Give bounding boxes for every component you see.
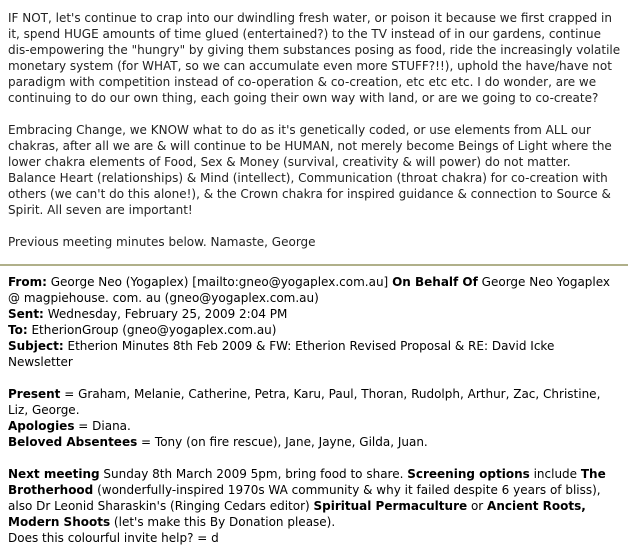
next-meeting-value: Sunday 8th March 2009 5pm, bring food to share. xyxy=(99,467,408,481)
from-label: From: xyxy=(8,275,47,289)
next-meeting-label: Next meeting xyxy=(8,467,100,481)
invite-line: Does this colourful invite help? = d xyxy=(8,531,219,545)
sent-line xyxy=(8,306,622,322)
from-value: George Neo (Yogaplex) [mailto:gneo@yogaplex.com.au] xyxy=(50,275,389,289)
present-line xyxy=(8,386,622,418)
next-meeting xyxy=(8,466,622,546)
next-meeting-paragraph xyxy=(8,467,606,529)
screening-label: Screening options xyxy=(407,467,530,481)
film-ancient-roots: Ancient Roots, Modern Shoots xyxy=(8,499,586,529)
message-paragraph-1: IF NOT, let's continue to crap into our dwindling fresh water, or poison it because we first crapped in it, spend HUGE amounts of time glued (entertained?) to the TV instead of in our gardens, continue dis-empowering the "hungry" by giving them substances posing as food, ride the increasingly volatile monetary system (for WHAT, so we can accumulate even more STUFF?!!), uphold the have/have not paradigm with competition instead of co-operation & co-creation, etc etc etc. I do wonder, are we continuing to do our own thing, each going their own way with land, or are we going to co-create? xyxy=(8,11,621,105)
message-paragraph-2: Embracing Change, we KNOW what to do as it's genetically coded, or use elements from ALL our chakras, after all we are & will continue to be HUMAN, not merely become Beings of Light where the lower chakra elements of Food, Sex & Money (survival, creativity & will power) do not matter. Balance Heart (relationships) & Mind (intellect), Communication (throat chakra) for co-creation with others (we can't do this alone!), & the Crown chakra for inspired guidance & connection to Source & Spirit. All seven are important! xyxy=(8,123,612,217)
sent-label: Sent: xyxy=(8,307,44,321)
film-the-brotherhood: The Brotherhood xyxy=(8,467,606,497)
on-behalf-label: On Behalf Of xyxy=(392,275,478,289)
subject-label: Subject: xyxy=(8,339,64,353)
absentees-line xyxy=(8,434,622,450)
subject-line xyxy=(8,338,622,370)
to-label: To: xyxy=(8,323,28,337)
on-behalf-value: George Neo Yogaplex @ magpiehouse. com. au (gneo@yogaplex.com.au) xyxy=(8,275,611,305)
divider xyxy=(0,264,628,266)
to-value: EtherionGroup (gneo@yogaplex.com.au) xyxy=(31,323,277,337)
from-line xyxy=(8,274,622,306)
present-label: Present xyxy=(8,387,61,401)
screening-text: include xyxy=(529,467,581,481)
film-spiritual-permaculture: Spiritual Permaculture xyxy=(313,499,468,513)
apologies-line xyxy=(8,418,622,434)
present-value: = Graham, Melanie, Catherine, Petra, Karu, Paul, Thoran, Rudolph, Arthur, Zac, Christine, Liz, George. xyxy=(8,387,601,417)
film-3-description: (let's make this By Donation please). xyxy=(110,515,336,529)
or-text: or xyxy=(467,499,488,513)
message-signoff: Previous meeting minutes below. Namaste, George xyxy=(8,235,316,249)
sent-value: Wednesday, February 25, 2009 2:04 PM xyxy=(47,307,288,321)
attendance xyxy=(8,386,622,450)
absentees-label: Beloved Absentees xyxy=(8,435,138,449)
subject-value: Etherion Minutes 8th Feb 2009 & FW: Etherion Revised Proposal & RE: David Icke Newsletter xyxy=(8,339,555,369)
apologies-label: Apologies xyxy=(8,419,75,433)
absentees-value: = Tony (on fire rescue), Jane, Jayne, Gilda, Juan. xyxy=(137,435,428,449)
film-1-description: (wonderfully-inspired 1970s WA community & why it failed despite 6 years of bliss), also Dr Leonid Sharaskin's (Ringing Cedars editor) xyxy=(8,483,601,513)
apologies-value: = Diana. xyxy=(74,419,131,433)
to-line xyxy=(8,322,622,338)
forwarded-header xyxy=(8,274,622,370)
